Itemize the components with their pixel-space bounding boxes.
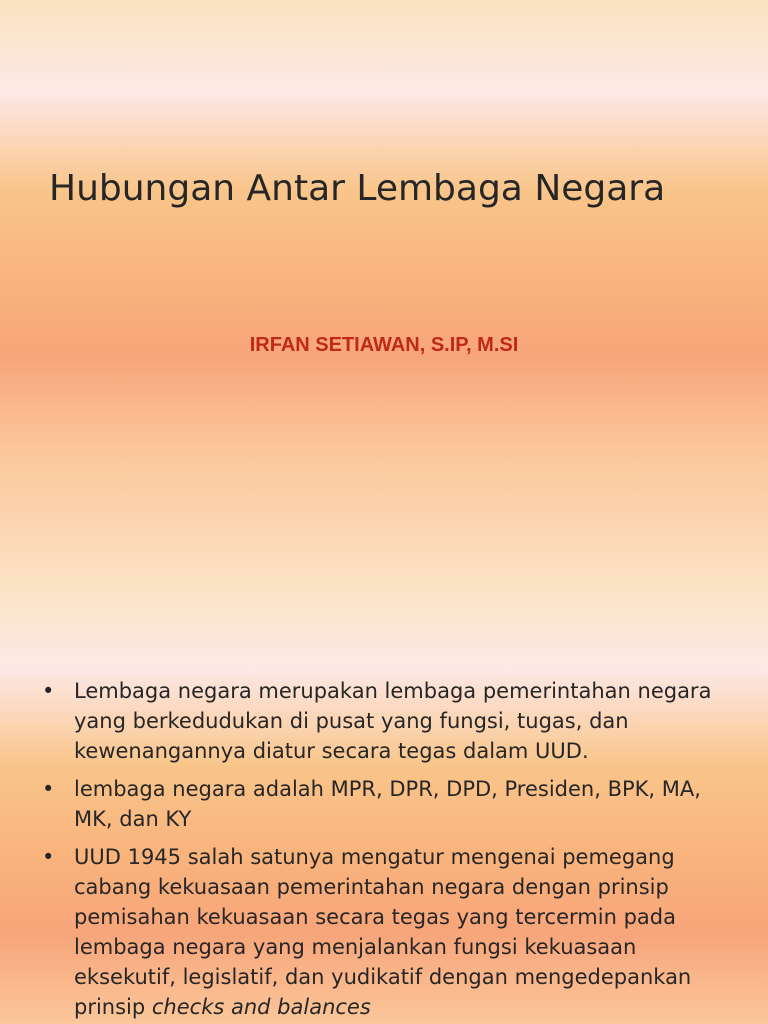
bullet-text-emphasis: checks and balances bbox=[151, 995, 371, 1019]
content-slide bbox=[0, 576, 768, 1024]
bullet-text: lembaga negara adalah MPR, DPR, DPD, Presiden, BPK, MA, MK, dan KY bbox=[74, 777, 701, 831]
slide-subtitle-author: IRFAN SETIAWAN, S.IP, M.SI bbox=[249, 334, 519, 356]
bullet-list bbox=[42, 676, 742, 1024]
bullet-icon: • bbox=[42, 679, 55, 703]
bullet-item bbox=[42, 774, 742, 834]
bullet-icon: • bbox=[42, 777, 55, 801]
bullet-item bbox=[42, 676, 742, 766]
bullet-icon: • bbox=[42, 845, 55, 869]
bullet-item bbox=[42, 842, 742, 1022]
bullet-text: UUD 1945 salah satunya mengatur mengenai pemegang cabang kekuasaan pemerintahan negara dengan prinsip pemisahan kekuasaan secara tegas yang tercermin pada lembaga negara yang menjalankan fungsi kekuasaan eksekutif, legislatif, dan yudikatif dengan mengedepankan prinsip bbox=[74, 845, 692, 1019]
slide-title: Hubungan Antar Lembaga Negara bbox=[49, 168, 666, 209]
bullet-text: Lembaga negara merupakan lembaga pemerintahan negara yang berkedudukan di pusat yang fungsi, tugas, dan kewenangannya diatur secara tegas dalam UUD. bbox=[74, 679, 712, 763]
